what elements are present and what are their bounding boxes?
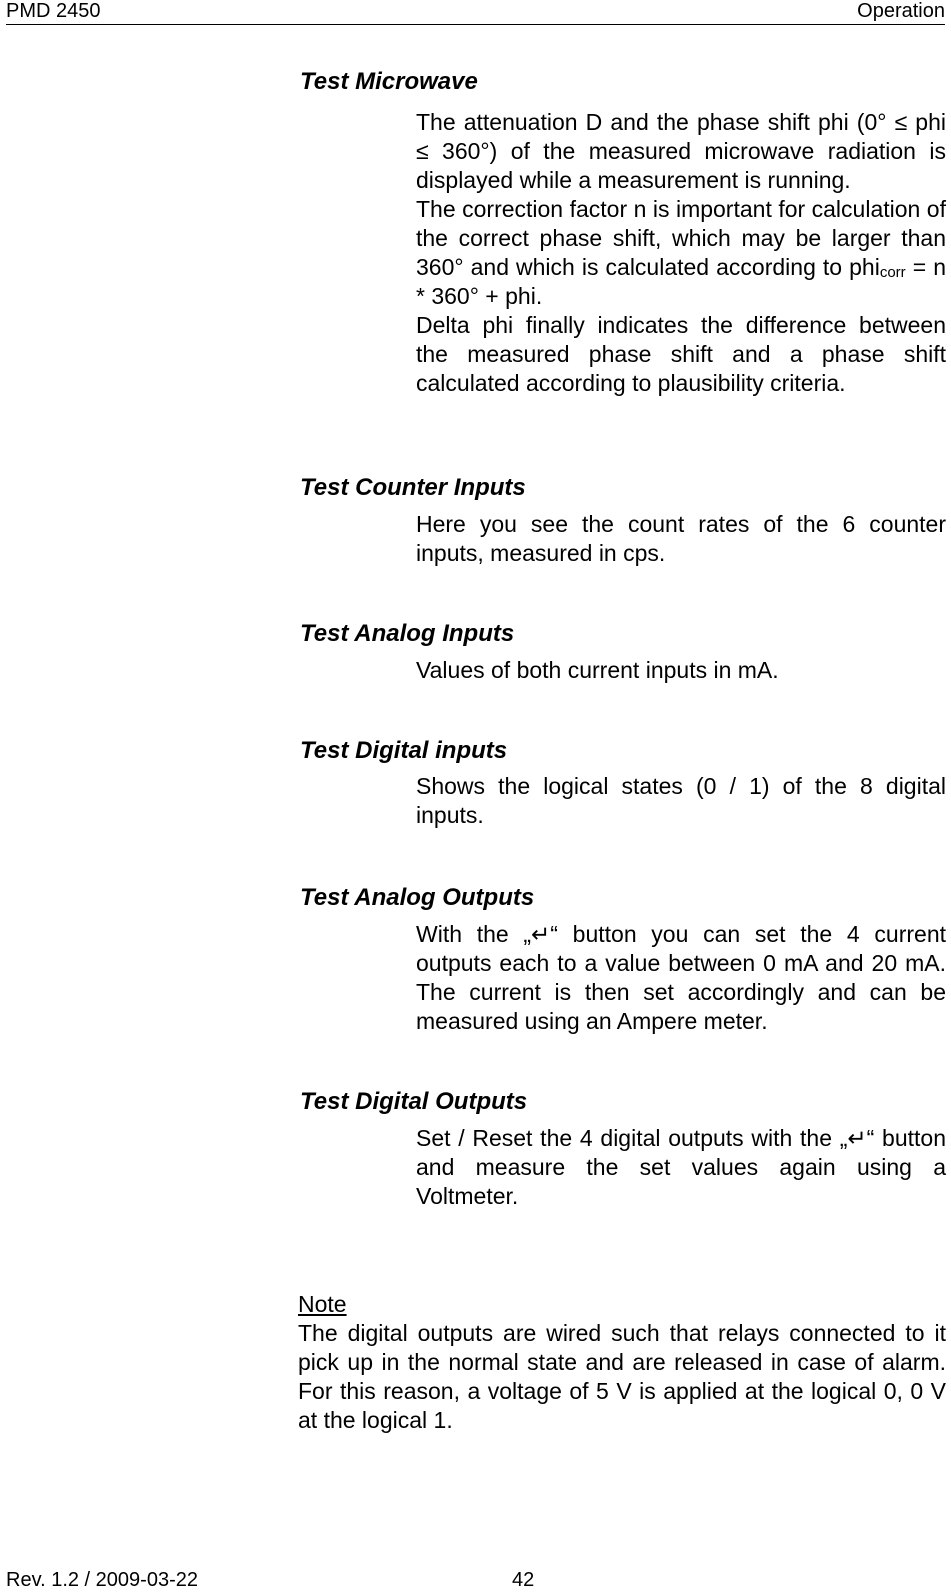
paragraph: Delta phi finally indicates the difference between the measured phase shift and a phase shift calculated according to plausibility criteria. xyxy=(416,312,946,396)
section-body-test-digital-inputs xyxy=(416,772,946,830)
subscript-corr: corr xyxy=(879,264,906,281)
paragraph: The attenuation D and the phase shift phi (0° ≤ phi ≤ 360°) of the measured microwave radiation is displayed while a measurement is running. xyxy=(416,109,946,193)
paragraph: Shows the logical states (0 / 1) of the 8 digital inputs. xyxy=(416,773,946,828)
document-title: PMD 2450 xyxy=(6,0,101,22)
paragraph: Values of both current inputs in mA. xyxy=(416,657,779,683)
paragraph: With the „↵“ button you can set the 4 current outputs each to a value between 0 mA and 20 mA. The current is then set accordingly and can be measured using an Ampere meter. xyxy=(416,921,946,1034)
note-text: The digital outputs are wired such that relays connected to it pick up in the normal state and are released in case of alarm. For this reason, a voltage of 5 V is applied at the logical 0, 0 V at the logical 1. xyxy=(298,1320,946,1433)
paragraph: Here you see the count rates of the 6 counter inputs, measured in cps. xyxy=(416,511,946,566)
paragraph: The correction factor n is important for calculation of the correct phase shift, which may be larger than 360° and which is calculated according to phi$_{corr}$ = n * 360° + phi. xyxy=(416,196,946,309)
section-title-test-counter-inputs: Test Counter Inputs xyxy=(300,474,526,501)
note-title: Note xyxy=(298,1291,347,1317)
section-body-test-digital-outputs xyxy=(416,1124,946,1211)
section-title-test-digital-inputs: Test Digital inputs xyxy=(300,737,508,764)
section-title-test-analog-outputs: Test Analog Outputs xyxy=(300,884,535,911)
chapter-title: Operation xyxy=(857,0,945,22)
page-number: 42 xyxy=(512,1569,535,1591)
section-body-test-analog-inputs xyxy=(416,656,946,685)
page-header xyxy=(6,0,945,25)
note-block xyxy=(298,1290,946,1435)
section-title-test-digital-outputs: Test Digital Outputs xyxy=(300,1088,528,1115)
section-title-test-analog-inputs: Test Analog Inputs xyxy=(300,620,515,647)
revision-info: Rev. 1.2 / 2009-03-22 xyxy=(6,1569,198,1591)
section-body-test-microwave xyxy=(416,108,946,398)
section-body-test-counter-inputs xyxy=(416,510,946,568)
section-title-test-microwave: Test Microwave xyxy=(300,68,478,95)
paragraph: Set / Reset the 4 digital outputs with the „↵“ button and measure the set values again using a Voltmeter. xyxy=(416,1125,946,1209)
section-body-test-analog-outputs xyxy=(416,920,946,1036)
